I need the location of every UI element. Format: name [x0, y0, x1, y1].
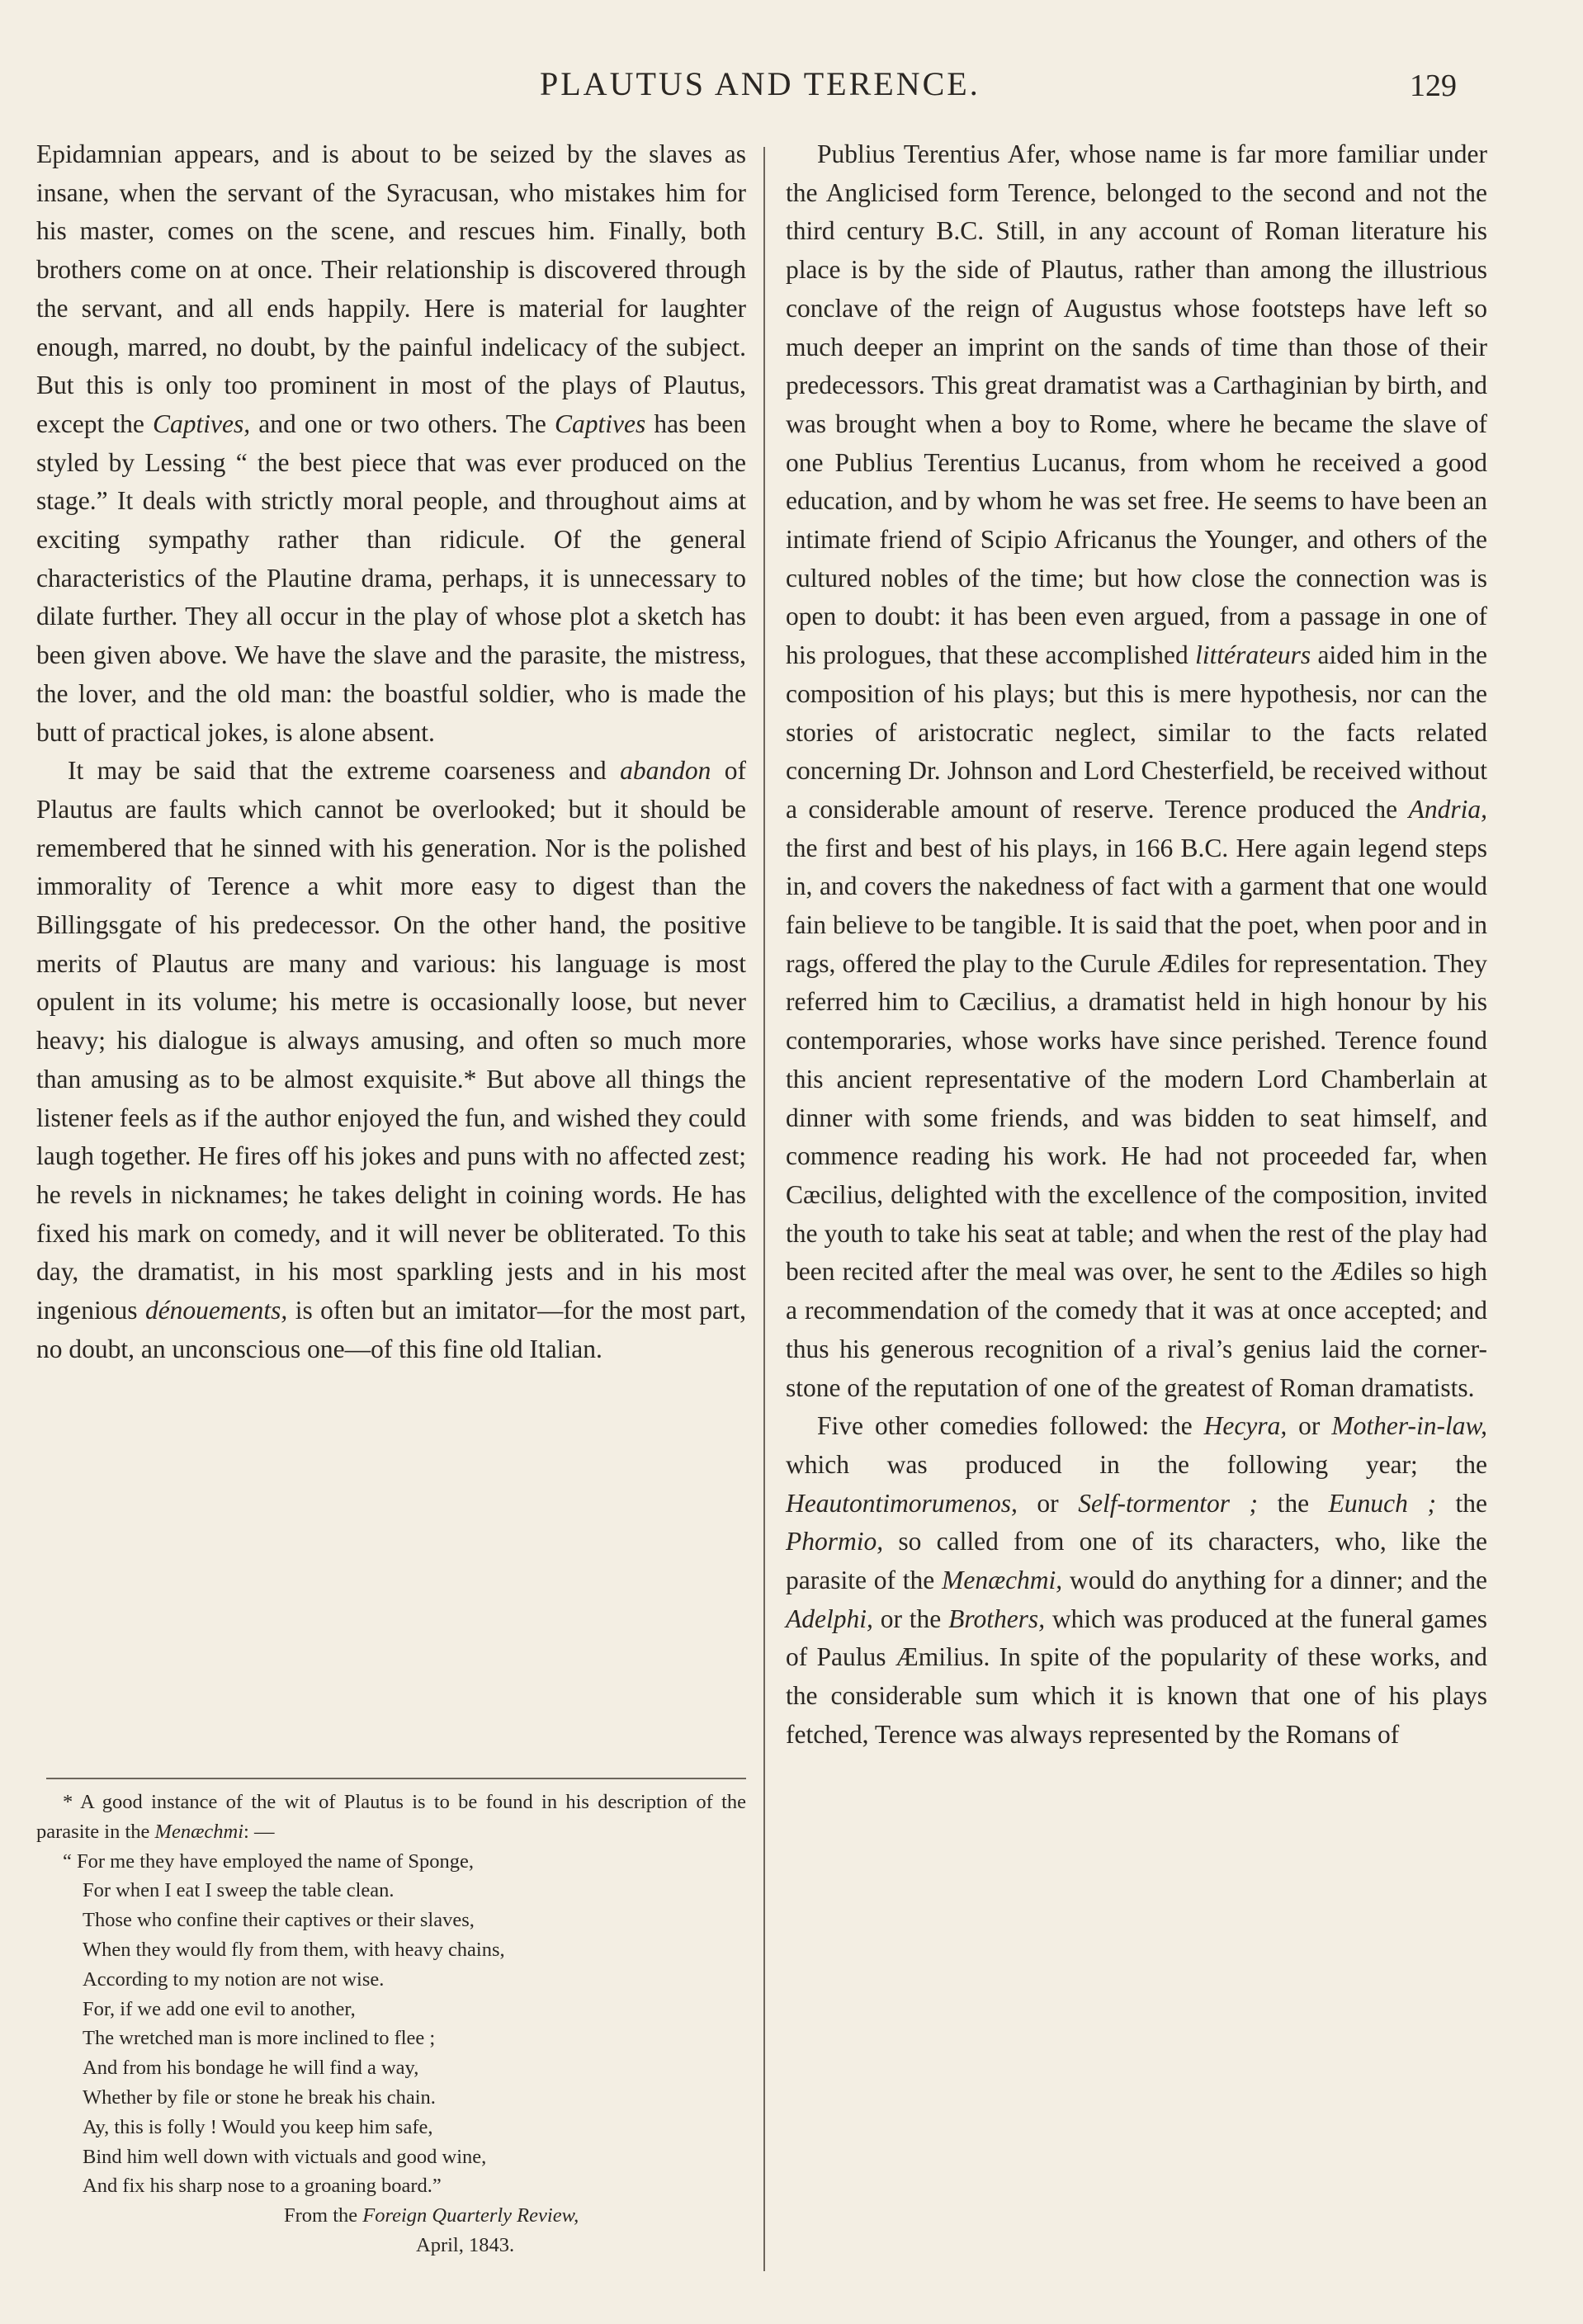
column-divider: [763, 147, 765, 2271]
text-run: * A good instance of the wit of Plautus is to be found in his description of the parasite in the: [36, 1791, 746, 1843]
running-title: PLAUTUS AND TERENCE.: [540, 65, 981, 102]
verse-quotation: [36, 1847, 746, 2202]
italic-word: dénouements,: [144, 1296, 288, 1325]
right-column: [786, 135, 1487, 1755]
italic-title: Eunuch ;: [1328, 1488, 1436, 1518]
italic-title: Hecyra,: [1203, 1411, 1288, 1441]
text-run: aided him in the composition of his plays; but this is mere hypothesis, nor can the stories of aristocratic neglect, similar to the facts related concerning Dr. Johnson and Lord Chesterfield, be received without a considerable amount of reserve. Terence produced the: [786, 640, 1488, 824]
footnote-source: [36, 2201, 746, 2231]
footnote-rule: [46, 1778, 746, 1779]
italic-word: littérateurs: [1195, 640, 1311, 670]
verse-line: According to my notion are not wise.: [83, 1967, 385, 1991]
verse-line: Bind him well down with victuals and good wine,: [83, 2145, 487, 2168]
italic-title: Menæchmi: [154, 1820, 244, 1843]
text-run: Epidamnian appears, and is about to be seized by the slaves as insane, when the servant of the Syracusan, who mistakes him for his master, comes on the scene, and rescues him. Finally, both brothers come on at once. Their relationship is discovered through the servant, and all ends happily. Here is material for laughter enough, marred, no doubt, by the painful indelicacy of the subject. But this is only too prominent in most of the plays of Plautus, except the: [36, 139, 746, 438]
footnote: [36, 1788, 746, 2260]
text-run: the: [1258, 1488, 1329, 1518]
verse-line: The wretched man is more inclined to flee ;: [83, 2027, 436, 2050]
text-run: of Plautus are faults which cannot be overlooked; but it should be remembered that he sinned with his generation. Nor is the polished immorality of Terence a whit more easy to digest than the Billingsgate of his predecessor. On the other hand, the positive merits of Plautus are many and various: his language is most opulent in its volume; his metre is occasionally loose, but never heavy; his dialogue is always amusing, and often so much more than amusing as to be almost exquisite.* But above all things the listener feels as if the author enjoyed the fun, and wished they could laugh together. He fires off his jokes and puns with no affected zest; he revels in nicknames; he takes delight in coining words. He has fixed his mark on comedy, and it will never be obliterated. To this day, the dramatist, in his most sparkling jests and in his most ingenious: [36, 756, 746, 1325]
verse-line: When they would fly from them, with heavy chains,: [83, 1938, 505, 1961]
text-run: or: [1017, 1488, 1079, 1518]
italic-title: Andria,: [1408, 794, 1487, 824]
italic-title: Captives: [554, 409, 646, 438]
text-run: Five other comedies followed: the: [817, 1411, 1204, 1441]
text-run: From the: [284, 2204, 363, 2227]
italic-title: Brothers,: [948, 1604, 1046, 1633]
italic-title: Captives,: [153, 409, 251, 438]
verse-line: For when I eat I sweep the table clean.: [83, 1879, 395, 1902]
footnote-intro: [36, 1788, 746, 1847]
text-run: It may be said that the extreme coarseness and: [68, 756, 621, 786]
text-run: is often but an imitator—for the most part, no doubt, an unconscious one—of this fine old Italian.: [36, 1296, 746, 1363]
verse-line: And fix his sharp nose to a groaning board.”: [83, 2175, 442, 2198]
text-run: : —: [243, 1820, 275, 1843]
paragraph-terence: [786, 135, 1487, 1407]
text-run: Publius Terentius Afer, whose name is far more familiar under the Anglicised form Terence, belonged to the second and not the third century B.C. Still, in any account of Roman literature his place is by the side of Plautus, rather than among the illustrious conclave of the reign of Augustus whose footsteps have left so much deeper an imprint on the sands of time than those of their predecessors. This great dramatist was a Carthaginian by birth, and was brought when a boy to Rome, where he became the slave of one Publius Terentius Lucanus, from whom he received a good education, and by whom he was set free. He seems to have been an intimate friend of Scipio Africanus the Younger, and others of the cultured nobles of the time; but how close the connection was is open to doubt: it has been even argued, from a passage in one of his prologues, that these accomplished: [786, 139, 1487, 670]
text-run: or the: [872, 1604, 949, 1633]
italic-title: Foreign Quarterly Review,: [362, 2204, 579, 2227]
page-number: 129: [1410, 68, 1457, 103]
italic-word: abandon: [620, 756, 711, 786]
paragraph-coarseness: [36, 752, 746, 1368]
italic-title: Adelphi,: [786, 1604, 873, 1633]
verse-line: Whether by file or stone he break his chain.: [83, 2085, 436, 2109]
left-column: [36, 135, 746, 1369]
text-run: the: [1435, 1488, 1488, 1518]
verse-line: Those who confine their captives or their slaves,: [83, 1909, 475, 1932]
verse-line: “ For me they have employed the name of Sponge,: [63, 1849, 475, 1873]
verse-line: For, if we add one evil to another,: [83, 1997, 356, 2020]
verse-line: Ay, this is folly ! Would you keep him safe,: [83, 2115, 433, 2138]
paragraph-epidamnian: [36, 135, 746, 752]
paragraph-five-comedies: [786, 1407, 1487, 1754]
text-run: which was produced at the funeral games of Paulus Æmilius. In spite of the popularity of these works, and the considerable sum which it is known that one of his plays fetched, Terence was always represented by the Romans of: [786, 1604, 1487, 1749]
italic-title: Heautontimorumenos,: [786, 1488, 1018, 1518]
text-run: would do anything for a dinner; and the: [1062, 1566, 1488, 1595]
text-run: has been styled by Lessing “ the best piece that was ever produced on the stage.” It deals with strictly moral people, and throughout aims at exciting sympathy rather than ridicule. Of the general characteristics of the Plautine drama, perhaps, it is unnecessary to dilate further. They all occur in the play of whose plot a sketch has been given above. We have the slave and the parasite, the mistress, the lover, and the old man: the boastful soldier, who is made the butt of practical jokes, is alone absent.: [36, 409, 746, 747]
text-run: which was produced in the following year; the: [786, 1449, 1487, 1479]
text-run: the first and best of his plays, in 166 B.C. Here again legend steps in, and covers the nakedness of fact with a garment that one would fain believe to be tangible. It is said that the poet, when poor and in rags, offered the play to the Curule Ædiles for representation. They referred him to Cæcilius, a dramatist held in high honour by his contemporaries, whose works have since perished. Terence found this ancient representative of the modern Lord Chamberlain at dinner with some friends, and was bidden to seat himself, and commence reading his work. He had not proceeded far, when Cæcilius, delighted with the excellence of the composition, invited the youth to take his seat at table; and when the rest of the play had been recited after the meal was over, he sent to the Ædiles so high a recommendation of the comedy that it was at once accepted; and thus his generous recognition of a rival’s genius laid the corner-stone of the reputation of one of the greatest of Roman dramatists.: [786, 833, 1487, 1402]
text-run: and one or two others. The: [250, 409, 555, 438]
italic-title: Menæchmi,: [942, 1566, 1063, 1595]
italic-title: Mother-in-law,: [1331, 1411, 1487, 1441]
running-head: [0, 64, 1583, 114]
verse-line: And from his bondage he will find a way,: [83, 2057, 419, 2080]
italic-title: Self-tormentor ;: [1078, 1488, 1259, 1518]
italic-title: Phormio,: [786, 1527, 884, 1556]
text-run: so called from one of its characters, who, like the parasite of the: [786, 1527, 1487, 1595]
text-run: or: [1287, 1411, 1332, 1441]
footnote-date: April, 1843.: [416, 2233, 515, 2256]
